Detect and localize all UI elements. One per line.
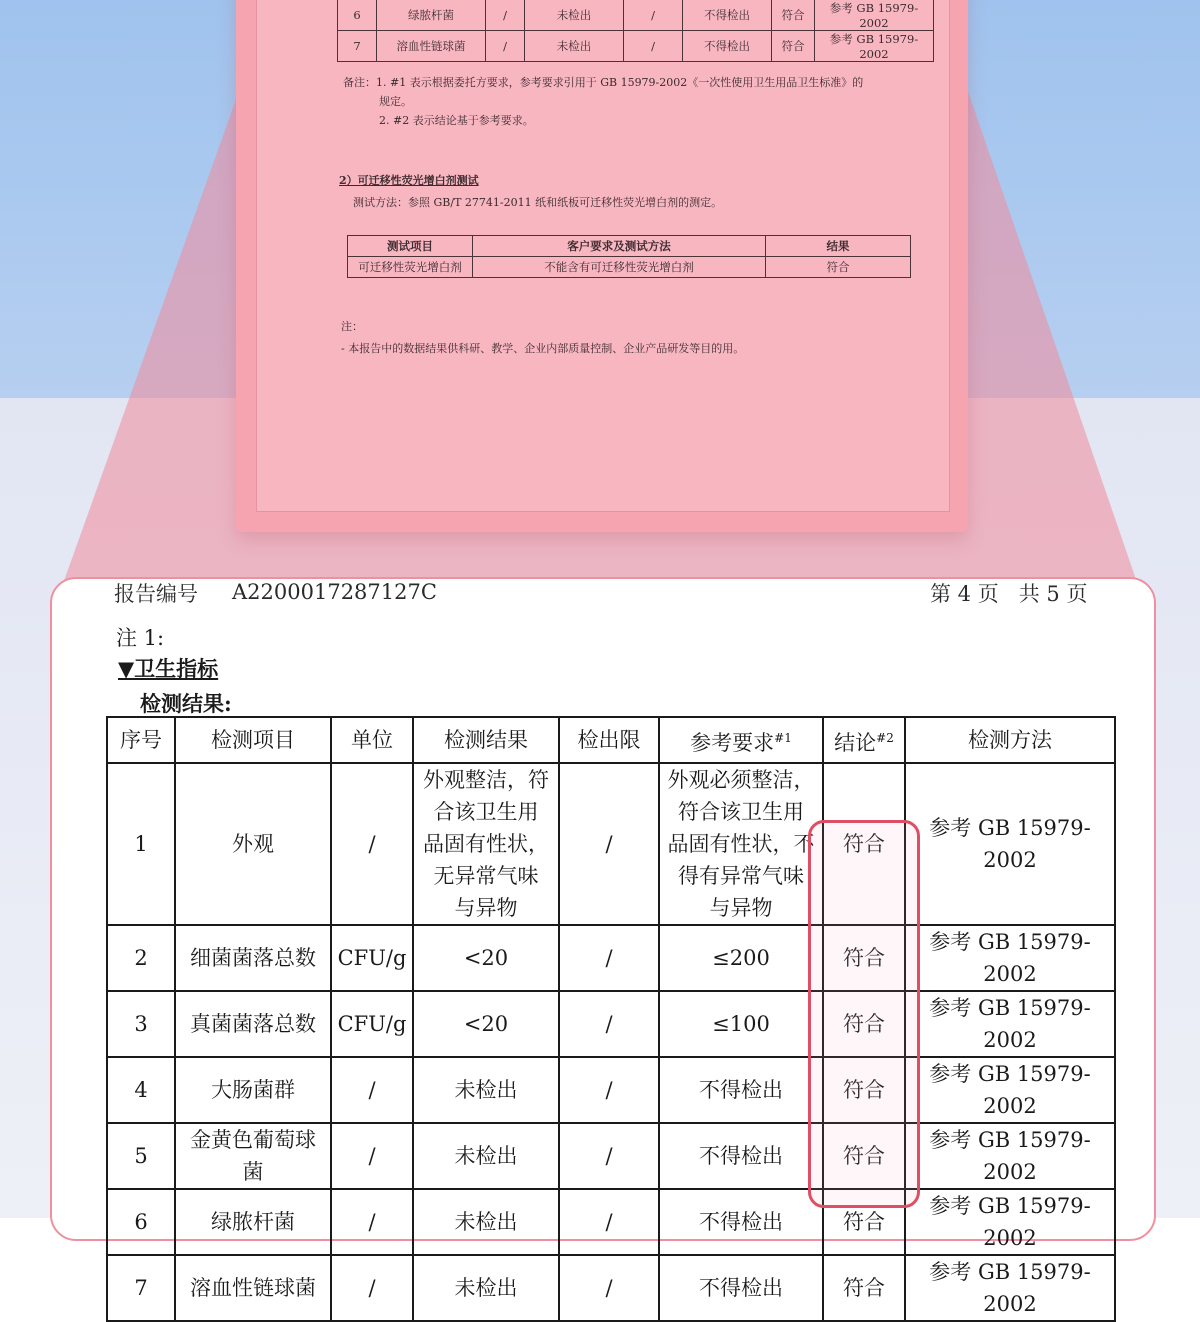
upper-results-table xyxy=(337,0,934,62)
report-number: A2200017287127C xyxy=(232,580,437,604)
table-row: 5 金黄色葡萄球 菌 / 未检出 / 不得检出 符合 参考 GB 15979-2002 xyxy=(107,1123,1115,1189)
section2-title: 2）可迁移性荧光增白剂测试 xyxy=(339,174,479,187)
table-row: 可迁移性荧光增白剂 不能含有可迁移性荧光增白剂 符合 xyxy=(348,257,911,278)
results-subtitle: 检测结果: xyxy=(140,691,232,716)
table-header-row: 测试项目 客户要求及测试方法 结果 xyxy=(348,236,911,257)
note-label: 注： xyxy=(341,320,363,333)
report-number-label: 报告编号 xyxy=(114,582,198,606)
certificate-frame xyxy=(236,0,968,532)
certificate-content xyxy=(267,0,939,491)
table-header-row: 序号 检测项目 单位 检测结果 检出限 参考要求$^{\#1}$ 结论$^{\#2}$ 检测方法 xyxy=(107,717,1115,763)
table-row: 4 大肠菌群 / 未检出 / 不得检出 符合 参考 GB 15979-2002 xyxy=(107,1057,1115,1123)
table-row: 6 绿脓杆菌 / 未检出 / 不得检出 符合 参考 GB 15979-2002 xyxy=(107,1189,1115,1255)
header-requirement: 参考要求$^{\#1}$ xyxy=(659,717,823,763)
table-row: 7 溶血性链球菌 / 未检出 / 不得检出 符合 参考 GB 15979-2002 xyxy=(107,1255,1115,1321)
table-row: 6 绿脓杆菌 / 未检出 / 不得检出 符合 参考 GB 15979-2002 xyxy=(338,0,934,31)
table-row: 1 外观 / 外观整洁，符 合该卫生用 品固有性状， 无异常气味 与异物 / 外观必须整洁， 符合该卫生用 品固有性状，不 得有异常气味 与异物 符合 参考 GB 15979-2002 xyxy=(107,763,1115,925)
table-row: 2 细菌菌落总数 CFU/g <20 / ≤200 符合 参考 GB 15979-2002 xyxy=(107,925,1115,991)
appearance-requirement: 外观必须整洁， 符合该卫生用 品固有性状，不 得有异常气味 与异物 xyxy=(659,763,823,925)
appearance-result: 外观整洁，符 合该卫生用 品固有性状， 无异常气味 与异物 xyxy=(413,763,559,925)
hygiene-results-table xyxy=(106,716,1116,1322)
note-1: 注 1: xyxy=(116,626,165,650)
header-conclusion: 结论$^{\#2}$ xyxy=(823,717,905,763)
remarks: 备注：1. #1 表示根据委托方要求，参考要求引用于 GB 15979-2002《一次性使用卫生用品卫生标准》的 规定。 2. #2 表示结论基于参考要求。 xyxy=(343,76,864,127)
table-row: 3 真菌菌落总数 CFU/g <20 / ≤100 符合 参考 GB 15979-2002 xyxy=(107,991,1115,1057)
table-row: 7 溶血性链球菌 / 未检出 / 不得检出 符合 参考 GB 15979-2002 xyxy=(338,31,934,62)
note-text: - 本报告中的数据结果供科研、教学、企业内部质量控制、企业产品研发等目的用。 xyxy=(341,342,745,355)
staph-item: 金黄色葡萄球 菌 xyxy=(175,1123,331,1189)
fluorescent-table xyxy=(347,235,911,278)
page-info: 第 4 页 共 5 页 xyxy=(930,582,1088,606)
section-title: ▼卫生指标 xyxy=(118,656,219,681)
section2-method: 测试方法：参照 GB/T 27741-2011 纸和纸板可迁移性荧光增白剂的测定。 xyxy=(353,196,723,209)
conclusion-highlight xyxy=(808,820,920,1208)
certificate-page xyxy=(256,0,950,512)
